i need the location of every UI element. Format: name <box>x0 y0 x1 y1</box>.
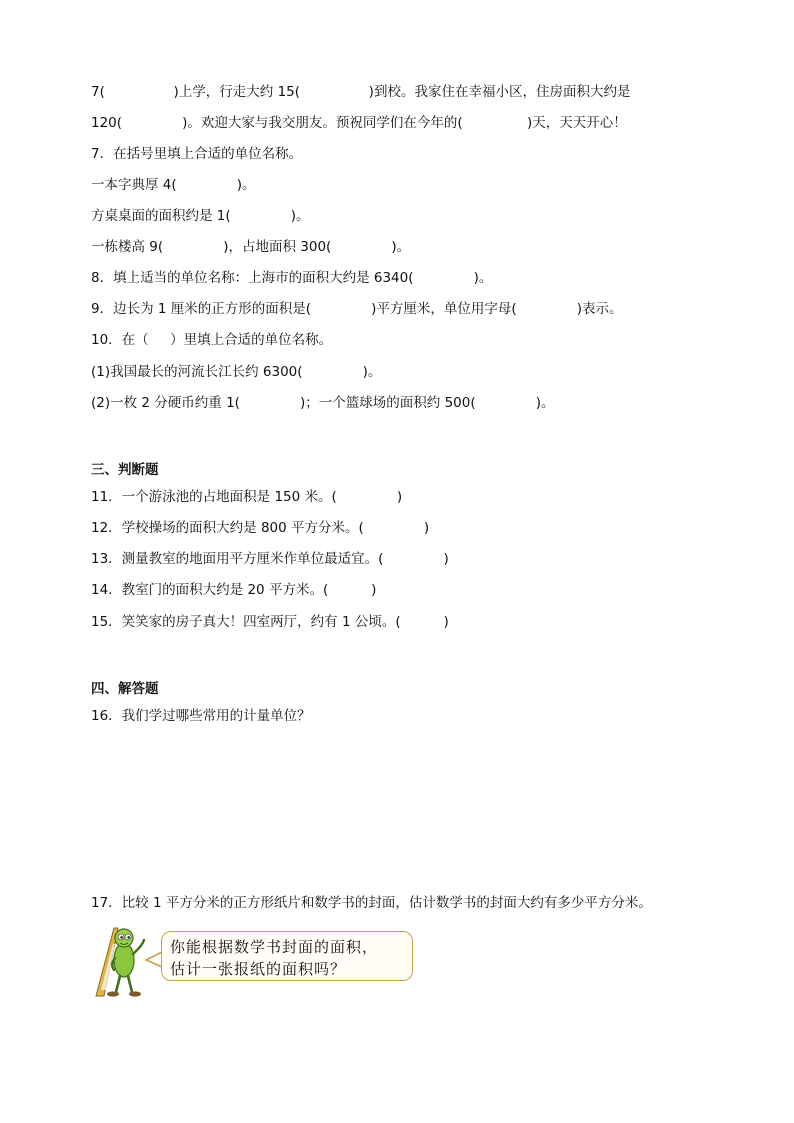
question-15: 15．笑笑家的房子真大！四室两厅，约有 1 公顷。( ) <box>91 614 449 630</box>
section-4-heading: 四、解答题 <box>91 681 159 697</box>
question-7: 7．在括号里填上合适的单位名称。 <box>91 146 303 162</box>
question-10: 10．在（ ）里填上合适的单位名称。 <box>91 332 333 348</box>
intro-line-1: 7( )上学，行走大约 15( )到校。我家住在幸福小区，住房面积大约是 <box>91 84 631 100</box>
speech-bubble <box>161 931 413 981</box>
speech-bubble-line-2: 估计一张报纸的面积吗？ <box>170 960 347 978</box>
question-11: 11．一个游泳池的占地面积是 150 米。( ) <box>91 489 403 505</box>
question-13: 13．测量教室的地面用平方厘米作单位最适宜。( ) <box>91 551 449 567</box>
question-7b: 方桌桌面的面积约是 1( )。 <box>91 208 310 224</box>
question-14: 14．教室门的面积大约是 20 平方米。( ) <box>91 582 377 598</box>
question-10-2: (2)一枚 2 分硬币约重 1( )；一个篮球场的面积约 500( )。 <box>91 395 555 411</box>
question-7c: 一栋楼高 9( )，占地面积 300( )。 <box>91 239 411 255</box>
question-12: 12．学校操场的面积大约是 800 平方分米。( ) <box>91 520 430 536</box>
question-10-1: (1)我国最长的河流长江长约 6300( )。 <box>91 364 382 380</box>
question-17: 17．比较 1 平方分米的正方形纸片和数学书的封面，估计数学书的封面大约有多少平方分米。 <box>91 895 652 911</box>
question-9: 9．边长为 1 厘米的正方形的面积是( )平方厘米，单位用字母( )表示。 <box>91 301 623 317</box>
intro-line-2: 120( )。欢迎大家与我交朋友。预祝同学们在今年的( )天，天天开心！ <box>91 115 627 131</box>
speech-bubble-line-1: 你能根据数学书封面的面积， <box>170 938 379 956</box>
section-3-heading: 三、判断题 <box>91 462 159 478</box>
question-16: 16．我们学过哪些常用的计量单位？ <box>91 708 311 724</box>
mascot-bean-icon <box>92 920 152 1000</box>
question-7a: 一本字典厚 4( )。 <box>91 177 256 193</box>
question-8: 8．填上适当的单位名称：上海市的面积大约是 6340( )。 <box>91 270 493 286</box>
